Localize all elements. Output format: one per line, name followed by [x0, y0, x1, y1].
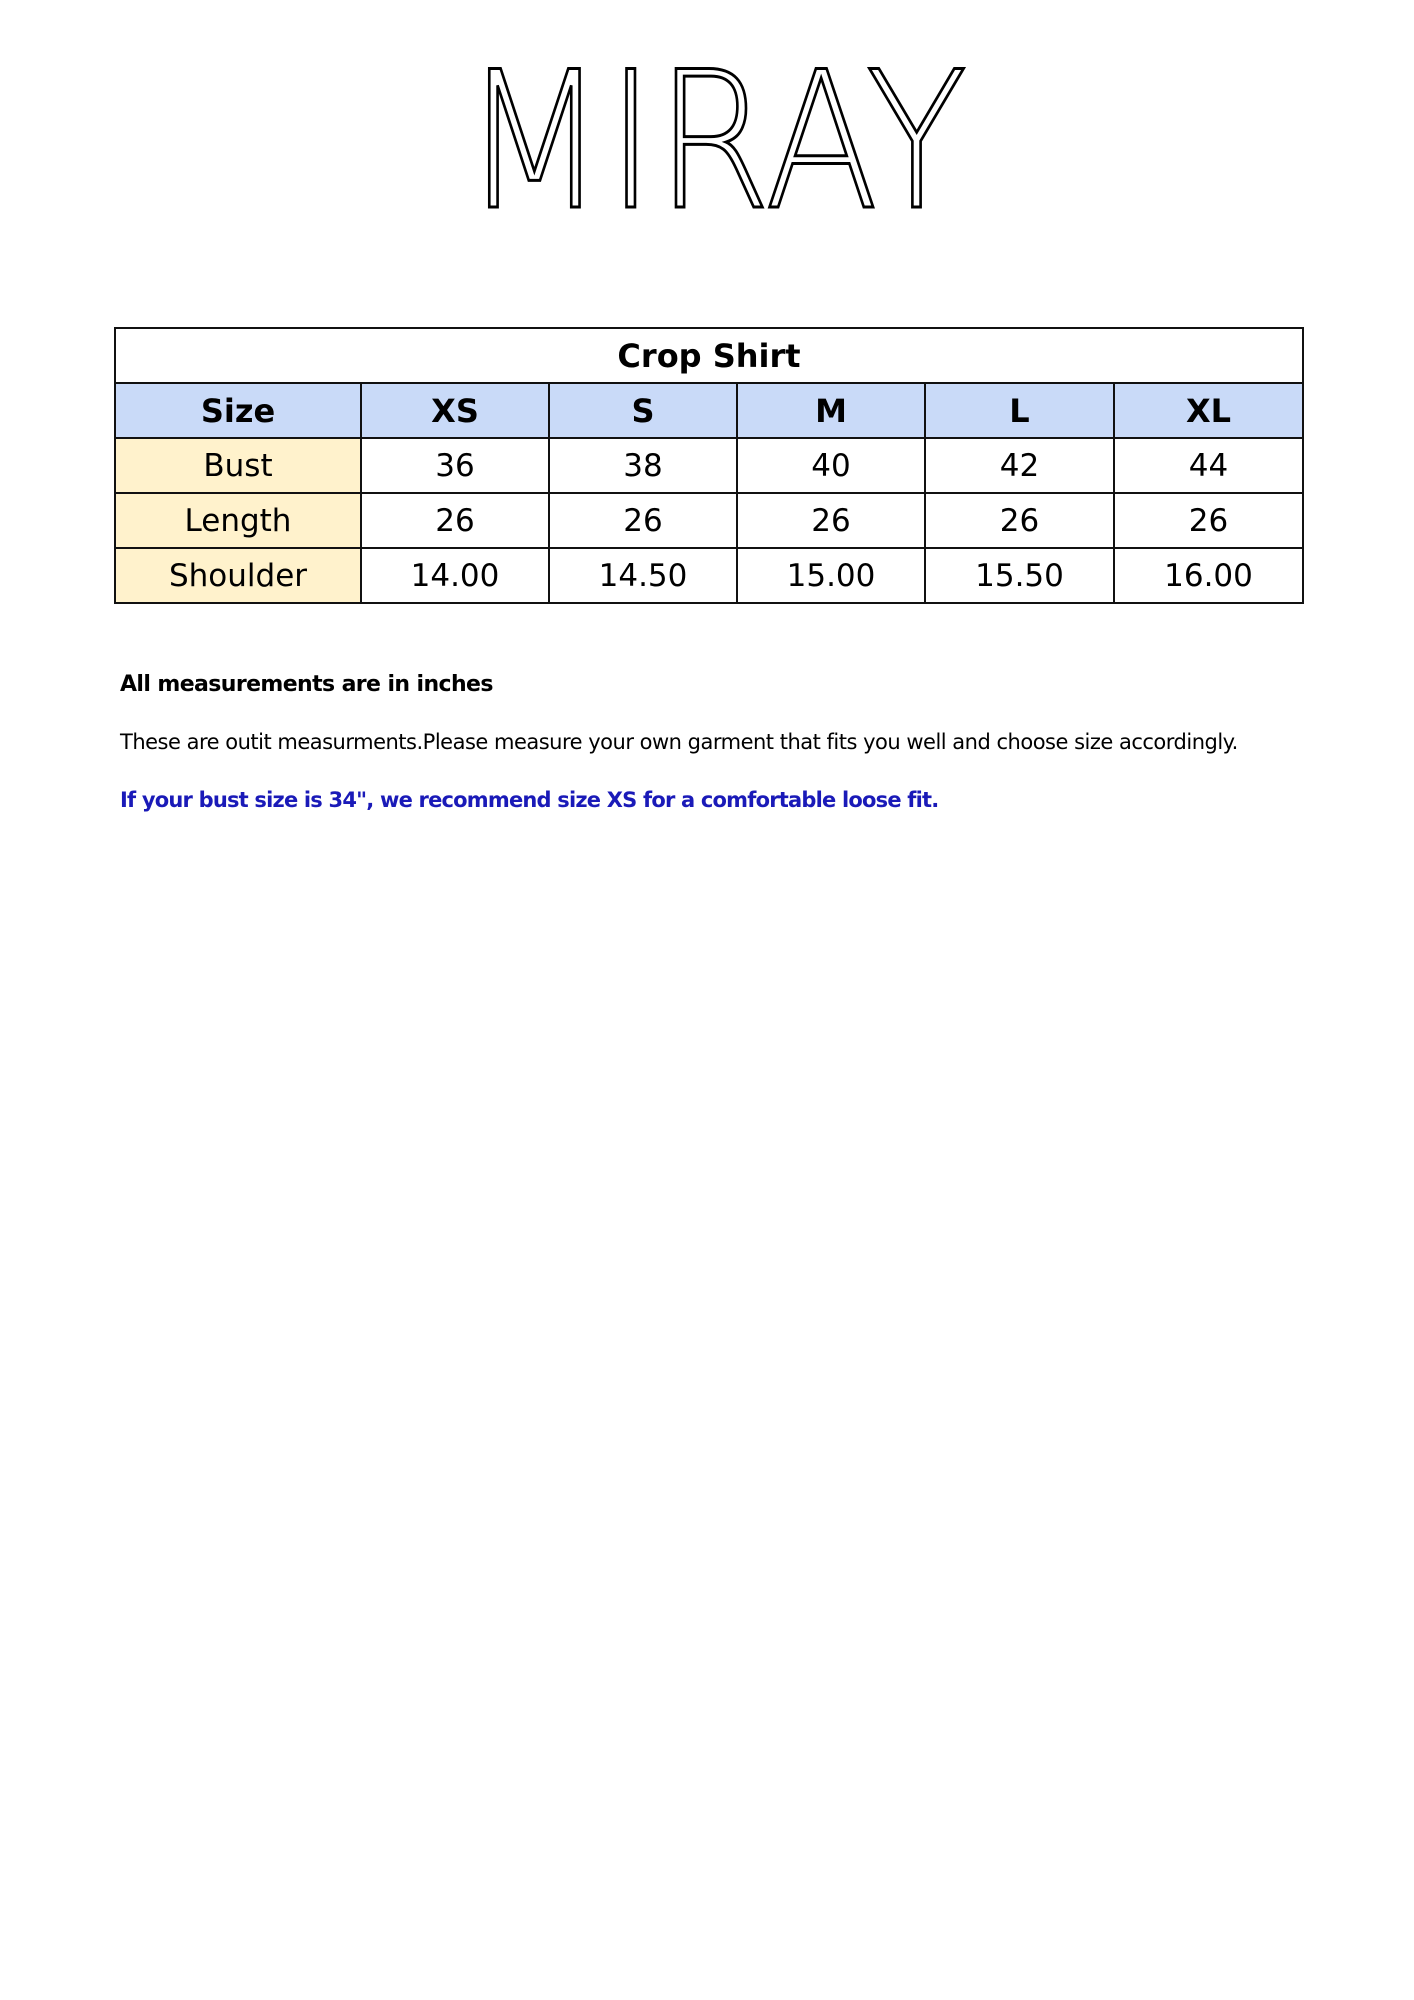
header-size-m: M [737, 383, 925, 438]
bust-xl: 44 [1114, 438, 1303, 493]
table-row [115, 438, 1303, 493]
miray-logo [455, 31, 975, 252]
size-recommendation: If your bust size is 34", we recommend size XS for a comfortable loose fit. [120, 788, 939, 812]
shoulder-xl: 16.00 [1114, 548, 1303, 603]
brand-name: MIRAY [462, 31, 968, 252]
bust-s: 38 [549, 438, 737, 493]
header-size-l: L [925, 383, 1114, 438]
size-chart-table [114, 327, 1304, 604]
table-row [115, 493, 1303, 548]
row-label-shoulder: Shoulder [115, 548, 361, 603]
bust-l: 42 [925, 438, 1114, 493]
length-l: 26 [925, 493, 1114, 548]
shoulder-m: 15.00 [737, 548, 925, 603]
shoulder-s: 14.50 [549, 548, 737, 603]
bust-xs: 36 [361, 438, 549, 493]
bust-m: 40 [737, 438, 925, 493]
units-note: All measurements are in inches [120, 672, 493, 697]
shoulder-l: 15.50 [925, 548, 1114, 603]
length-s: 26 [549, 493, 737, 548]
header-size-xs: XS [361, 383, 549, 438]
header-size-label: Size [115, 383, 361, 438]
table-row [115, 548, 1303, 603]
table-title: Crop Shirt [115, 328, 1303, 383]
length-xl: 26 [1114, 493, 1303, 548]
length-m: 26 [737, 493, 925, 548]
table-header-row [115, 383, 1303, 438]
row-label-length: Length [115, 493, 361, 548]
header-size-xl: XL [1114, 383, 1303, 438]
measurement-advice: These are outit measurments.Please measure your own garment that fits you well and choose size accordingly. [120, 730, 1238, 754]
table-title-row [115, 328, 1303, 383]
row-label-bust: Bust [115, 438, 361, 493]
length-xs: 26 [361, 493, 549, 548]
header-size-s: S [549, 383, 737, 438]
shoulder-xs: 14.00 [361, 548, 549, 603]
